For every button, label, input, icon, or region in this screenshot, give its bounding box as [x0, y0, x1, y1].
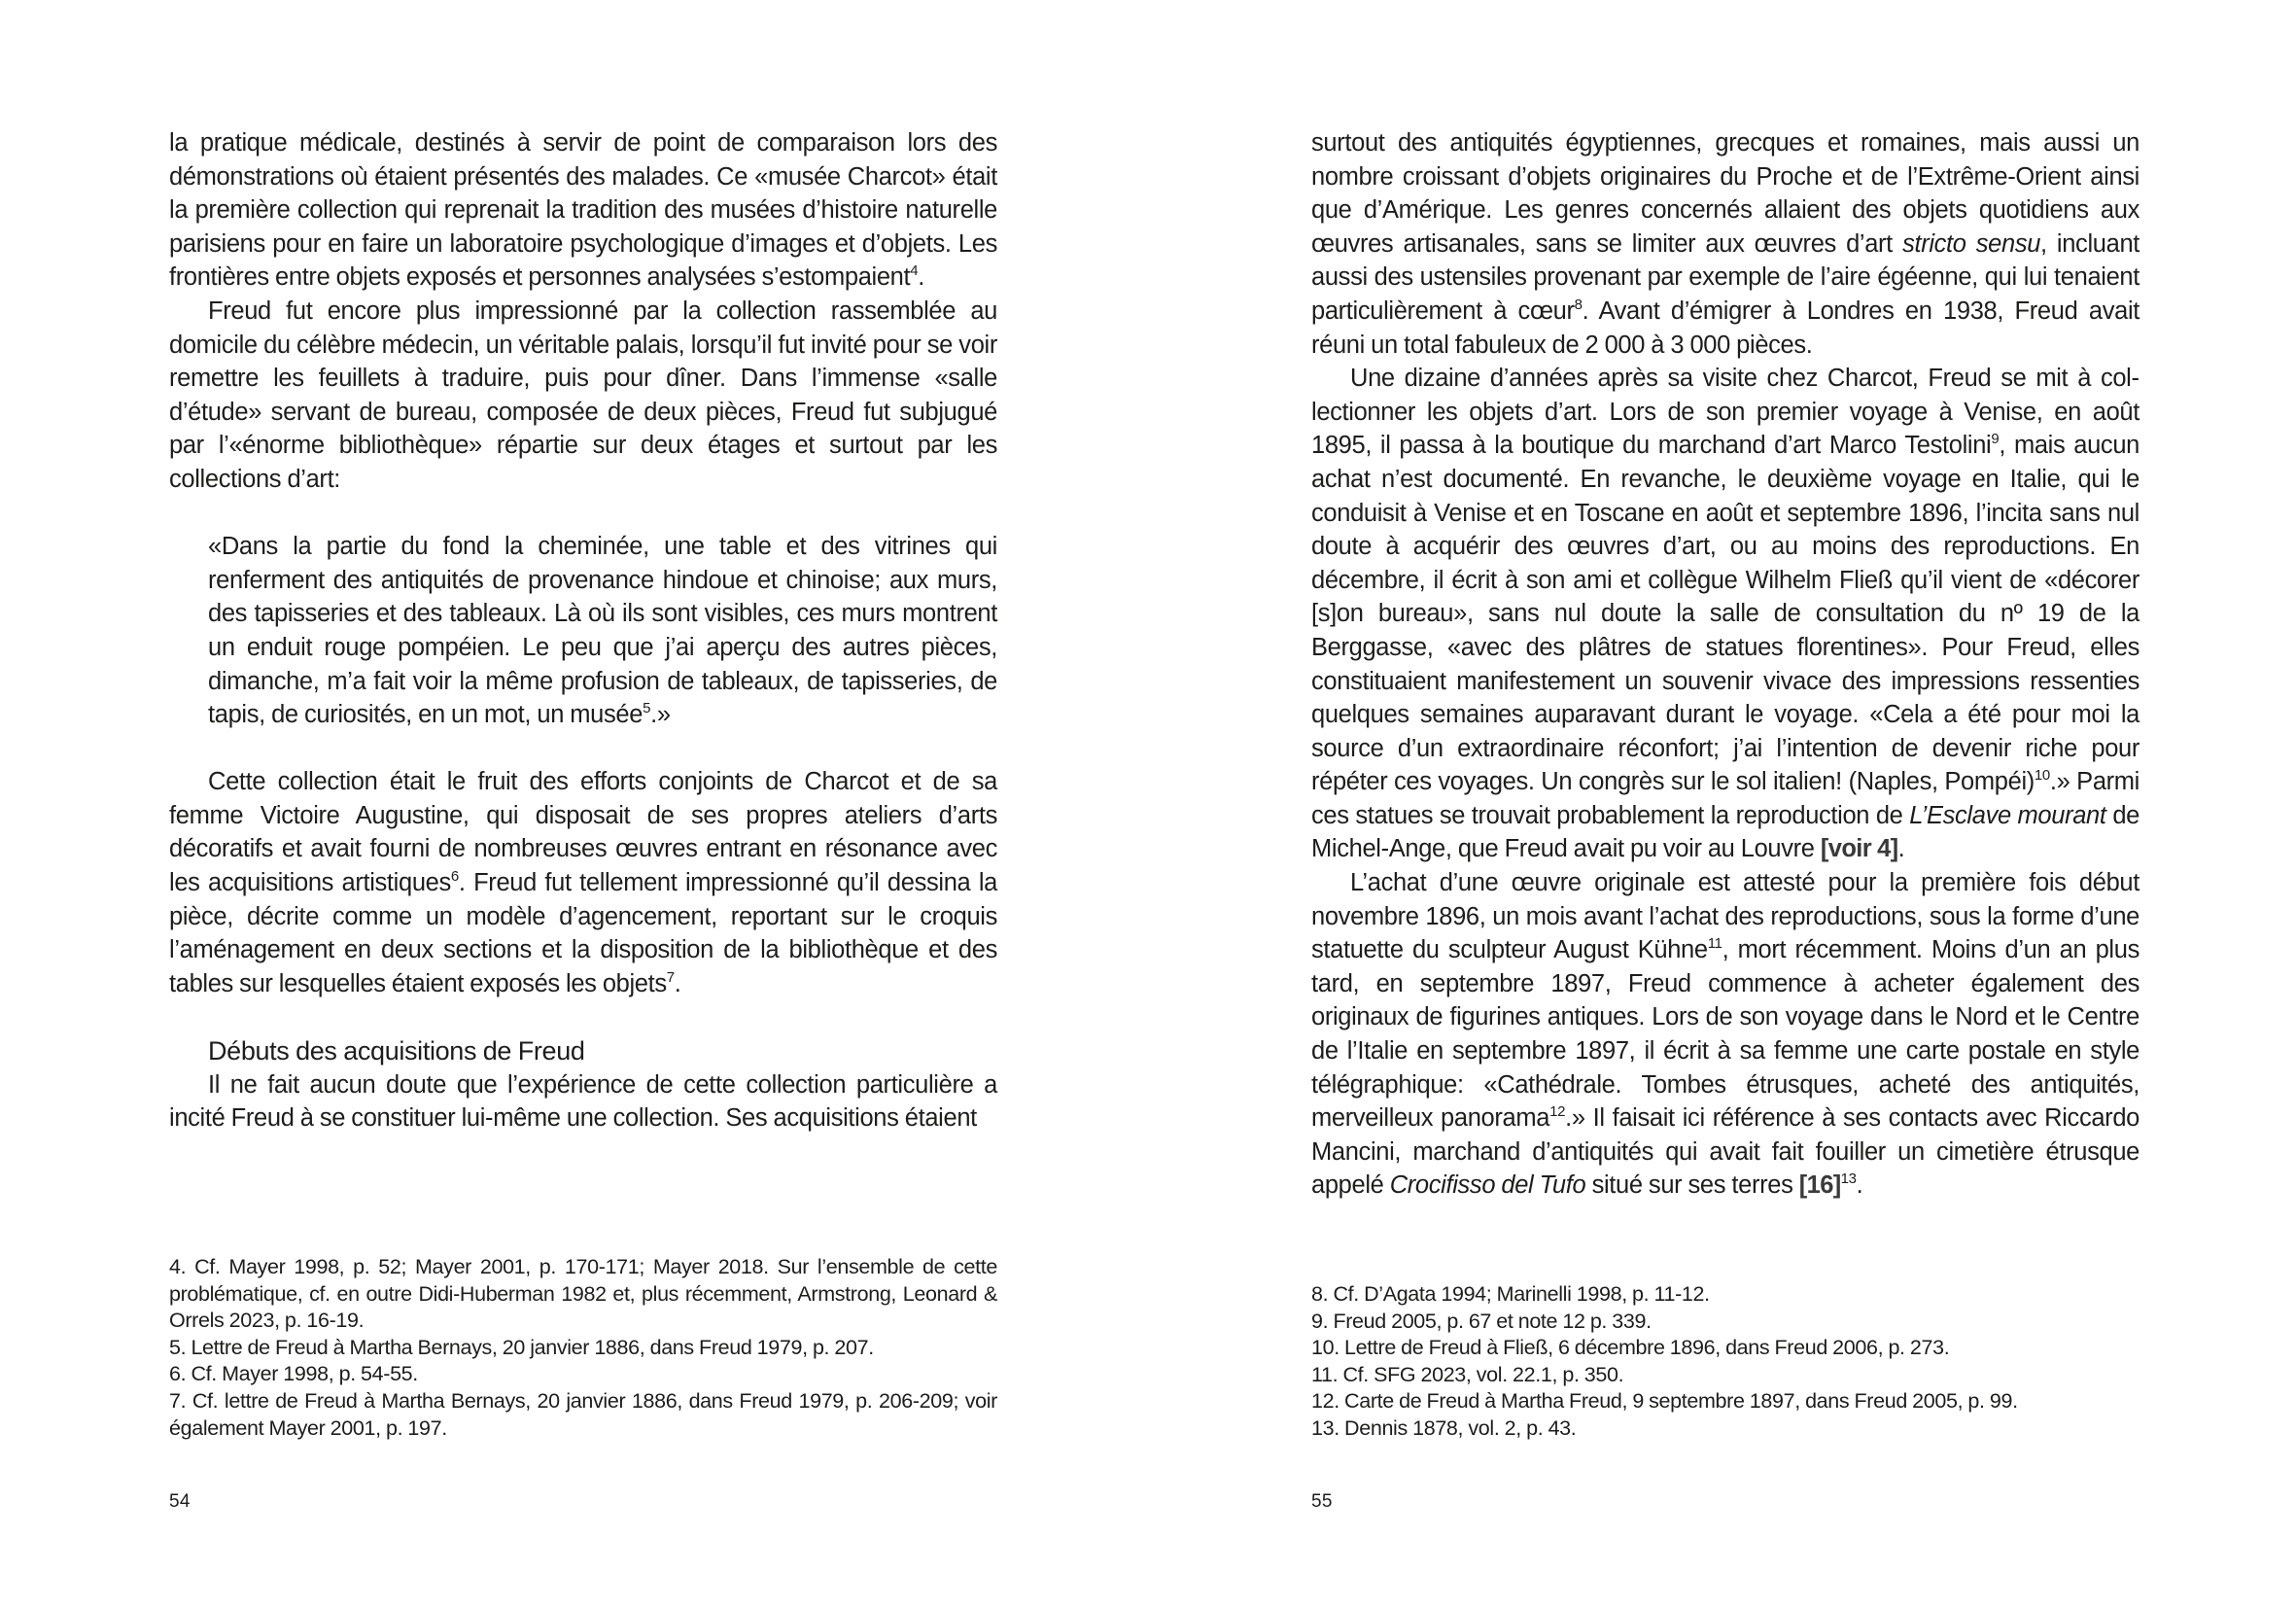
footnote-ref-6[interactable]: 6: [450, 868, 459, 886]
footnote-12: 12. Carte de Freud à Martha Freud, 9 septembre 1897, dans Freud 2005, p. 99.: [1311, 1389, 2018, 1414]
left-paragraph-2: Freud fut encore plus impressionné par la collection rassemblée au domicile du célèbre médecin, un véritable palais, lorsqu’il fut invité pour se voir remettre les feuillets à traduire, puis pour dîner. Dans l’immense «salle d’étude» servant de bureau, composée de deux pièces, Freud fut subjugué par l’«énorme bibliothèque» répartie sur deux étages et surtout par les collections d’art:: [169, 297, 997, 493]
right-paragraph-1: surtout des antiquités égyptiennes, grecques et romaines, mais aussi un nombre croissant d’objets originaires du Proche et de l’Extrême-Orient ainsi que d’Amérique. Les genres concernés allaient des objets quotidiens aux œuvres artisanales, sans se limiter aux œuvres d’art stricto sensu, incluant aussi des ustensiles provenant par exemple de l’aire égéenne, qui lui tenaient particulièrement à cœur$^8$. Avant d’émigrer à Londres en 1938, Freud avait réuni un total fabuleux de 2 000 à 3 000 pièces.: [1311, 129, 2140, 359]
right-paragraph-3: L’achat d’une œuvre originale est attesté pour la première fois début novembre 1896, un mois avant l’achat des reproductions, sous la forme d’une statuette du sculpteur August Kühne$^{11}$, mort récemment. Moins d’un an plus tard, en septembre 1897, Freud commence à acheter également des originaux de figurines antiques. Lors de son voyage dans le Nord et le Centre de l’Italie en septembre 1897, il écrit à sa femme une carte postale en style télégraphique: «Cathédrale. Tombes étrusques, acheté des antiquités, merveilleux panorama$^{12}$.» Il faisait ici référence à ses contacts avec Riccardo Mancini, marchand d’antiquités qui avait fait fouiller un cimetière étrusque appelé Crocifisso del Tufo situé sur ses terres $[16]^{13}$.: [1311, 869, 2139, 1200]
section-heading: Débuts des acquisitions de Freud: [208, 1036, 585, 1066]
footnote-ref-9[interactable]: 9: [1991, 431, 2000, 448]
footnote-ref-10[interactable]: 10: [2034, 767, 2050, 785]
cross-reference-16[interactable]: [16]: [1798, 1171, 1841, 1200]
cross-reference-voir-4[interactable]: [voir 4]: [1820, 835, 1898, 863]
footnote-ref-11[interactable]: 11: [1707, 935, 1722, 953]
right-footnotes: [1311, 1281, 2139, 1443]
footnote-9: 9. Freud 2005, p. 67 et note 12 p. 339.: [1311, 1309, 1652, 1333]
page-number-right: 55: [1311, 1491, 1333, 1512]
left-body-text: [169, 126, 997, 1135]
footnote-13: 13. Dennis 1878, vol. 2, p. 43.: [1311, 1415, 1577, 1440]
footnote-7: 7. Cf. lettre de Freud à Martha Bernays, 20 janvier 1886, dans Freud 1979, p. 206-209; voir également Mayer 2001, p. 197.: [169, 1388, 997, 1440]
footnote-ref-13[interactable]: 13: [1840, 1170, 1857, 1188]
footnote-5: 5. Lettre de Freud à Martha Bernays, 20 janvier 1886, dans Freud 1979, p. 207.: [169, 1335, 874, 1359]
footnote-ref-8[interactable]: 8: [1574, 296, 1583, 313]
left-paragraph-4: Il ne fait aucun doute que l’expérience de cette collection particulière a incité Freud à se constituer lui-même une collection. Ses acquisitions étaient: [169, 1070, 997, 1133]
page-number-left: 54: [169, 1491, 191, 1512]
footnote-10: 10. Lettre de Freud à Fließ, 6 décembre 1896, dans Freud 2006, p. 273.: [1311, 1336, 1950, 1360]
left-paragraph-1: la pratique médicale, destinés à servir de point de comparaison lors des démonstrations où étaient présentés des malades. Ce «musée Charcot» était la première collection qui reprenait la tradition des musées d’histoire naturelle parisiens pour en faire un laboratoire psychologique d’images et d’objets. Les frontières entre objets exposés et personnes analysées s’estompaient$^4$.: [169, 129, 997, 292]
right-page: [1148, 0, 2296, 1607]
footnote-8: 8. Cf. D’Agata 1994; Marinelli 1998, p. 11-12.: [1311, 1282, 1710, 1306]
footnote-ref-4[interactable]: 4: [910, 262, 919, 280]
footnote-ref-5[interactable]: 5: [643, 700, 651, 717]
right-body-text: [1311, 126, 2139, 1203]
footnote-4: 4. Cf. Mayer 1998, p. 52; Mayer 2001, p. 170-171; Mayer 2018. Sur l’ensemble de cette problématique, cf. en outre Didi-Huberman 1982 et, plus récemment, Armstrong, Leonard & Orrels 2023, p. 16-19.: [169, 1255, 997, 1333]
footnote-ref-12[interactable]: 12: [1549, 1103, 1566, 1121]
left-footnotes: [169, 1254, 997, 1442]
right-paragraph-2: Une dizaine d’années après sa visite chez Charcot, Freud se mit à collectionner les objets d’art. Lors de son premier voyage à Venise, en août 1895, il passa à la boutique du marchand d’art Marco Testolini$^9$, mais aucun achat n’est documenté. En revanche, le deuxième voyage en Italie, qui le conduisit à Venise et en Toscane en août et septembre 1896, l’incita sans nul doute à acquérir des œuvres d’art, ou au moins des reproductions. En décembre, il écrit à son ami et collègue Wilhelm Fließ qu’il vient de «décorer [s]on bureau», sans nul doute la salle de consultation du nº 19 de la Berggasse, «avec des plâtres de statues florentines». Pour Freud, elles constituaient manifestement un souvenir vivace des impressions ressenties quelques semaines auparavant durant le voyage. «Cela a été pour moi la source d’un extraordinaire réconfort; j’ai l’intention de devenir riche pour répéter ces voyages. Un congrès sur le sol italien! (Naples, Pompéi)$^{10}$.» Parmi ces statues se trouvait probablement la reproduction de L’Esclave mourant de Michel-Ange, que Freud avait pu voir au Louvre [voir 4].: [1311, 365, 2139, 863]
footnote-ref-7[interactable]: 7: [666, 968, 675, 986]
left-paragraph-3: Cette collection était le fruit des efforts conjoints de Charcot et de sa femme Victoire Augustine, qui disposait de ses propres ateliers d’arts décoratifs et avait fourni de nombreuses œuvres entrant en résonance avec les acquisitions artistiques$^6$. Freud fut tellement impressionné qu’il dessina la pièce, décrite comme un modèle d’agencement, reportant sur le croquis l’aménagement en deux sections et la disposition de la bibliothèque et des tables sur lesquelles étaient exposés les objets$^7$.: [169, 768, 997, 997]
footnote-11: 11. Cf. SFG 2023, vol. 22.1, p. 350.: [1311, 1362, 1624, 1386]
charcot-quote: «Dans la partie du fond la cheminée, une table et des vitrines qui renferment des antiquités de provenance hindoue et chinoise; aux murs, des tapisseries et des tableaux. Là où ils sont visibles, ces murs montrent un enduit rouge pompéien. Le peu que j’ai aperçu des autres pièces, dimanche, m’a fait voir la même profusion de tableaux, de tapisseries, de tapis, de curiosités, en un mot, un musée$^5$.»: [208, 533, 997, 729]
footnote-6: 6. Cf. Mayer 1998, p. 54-55.: [169, 1362, 418, 1386]
